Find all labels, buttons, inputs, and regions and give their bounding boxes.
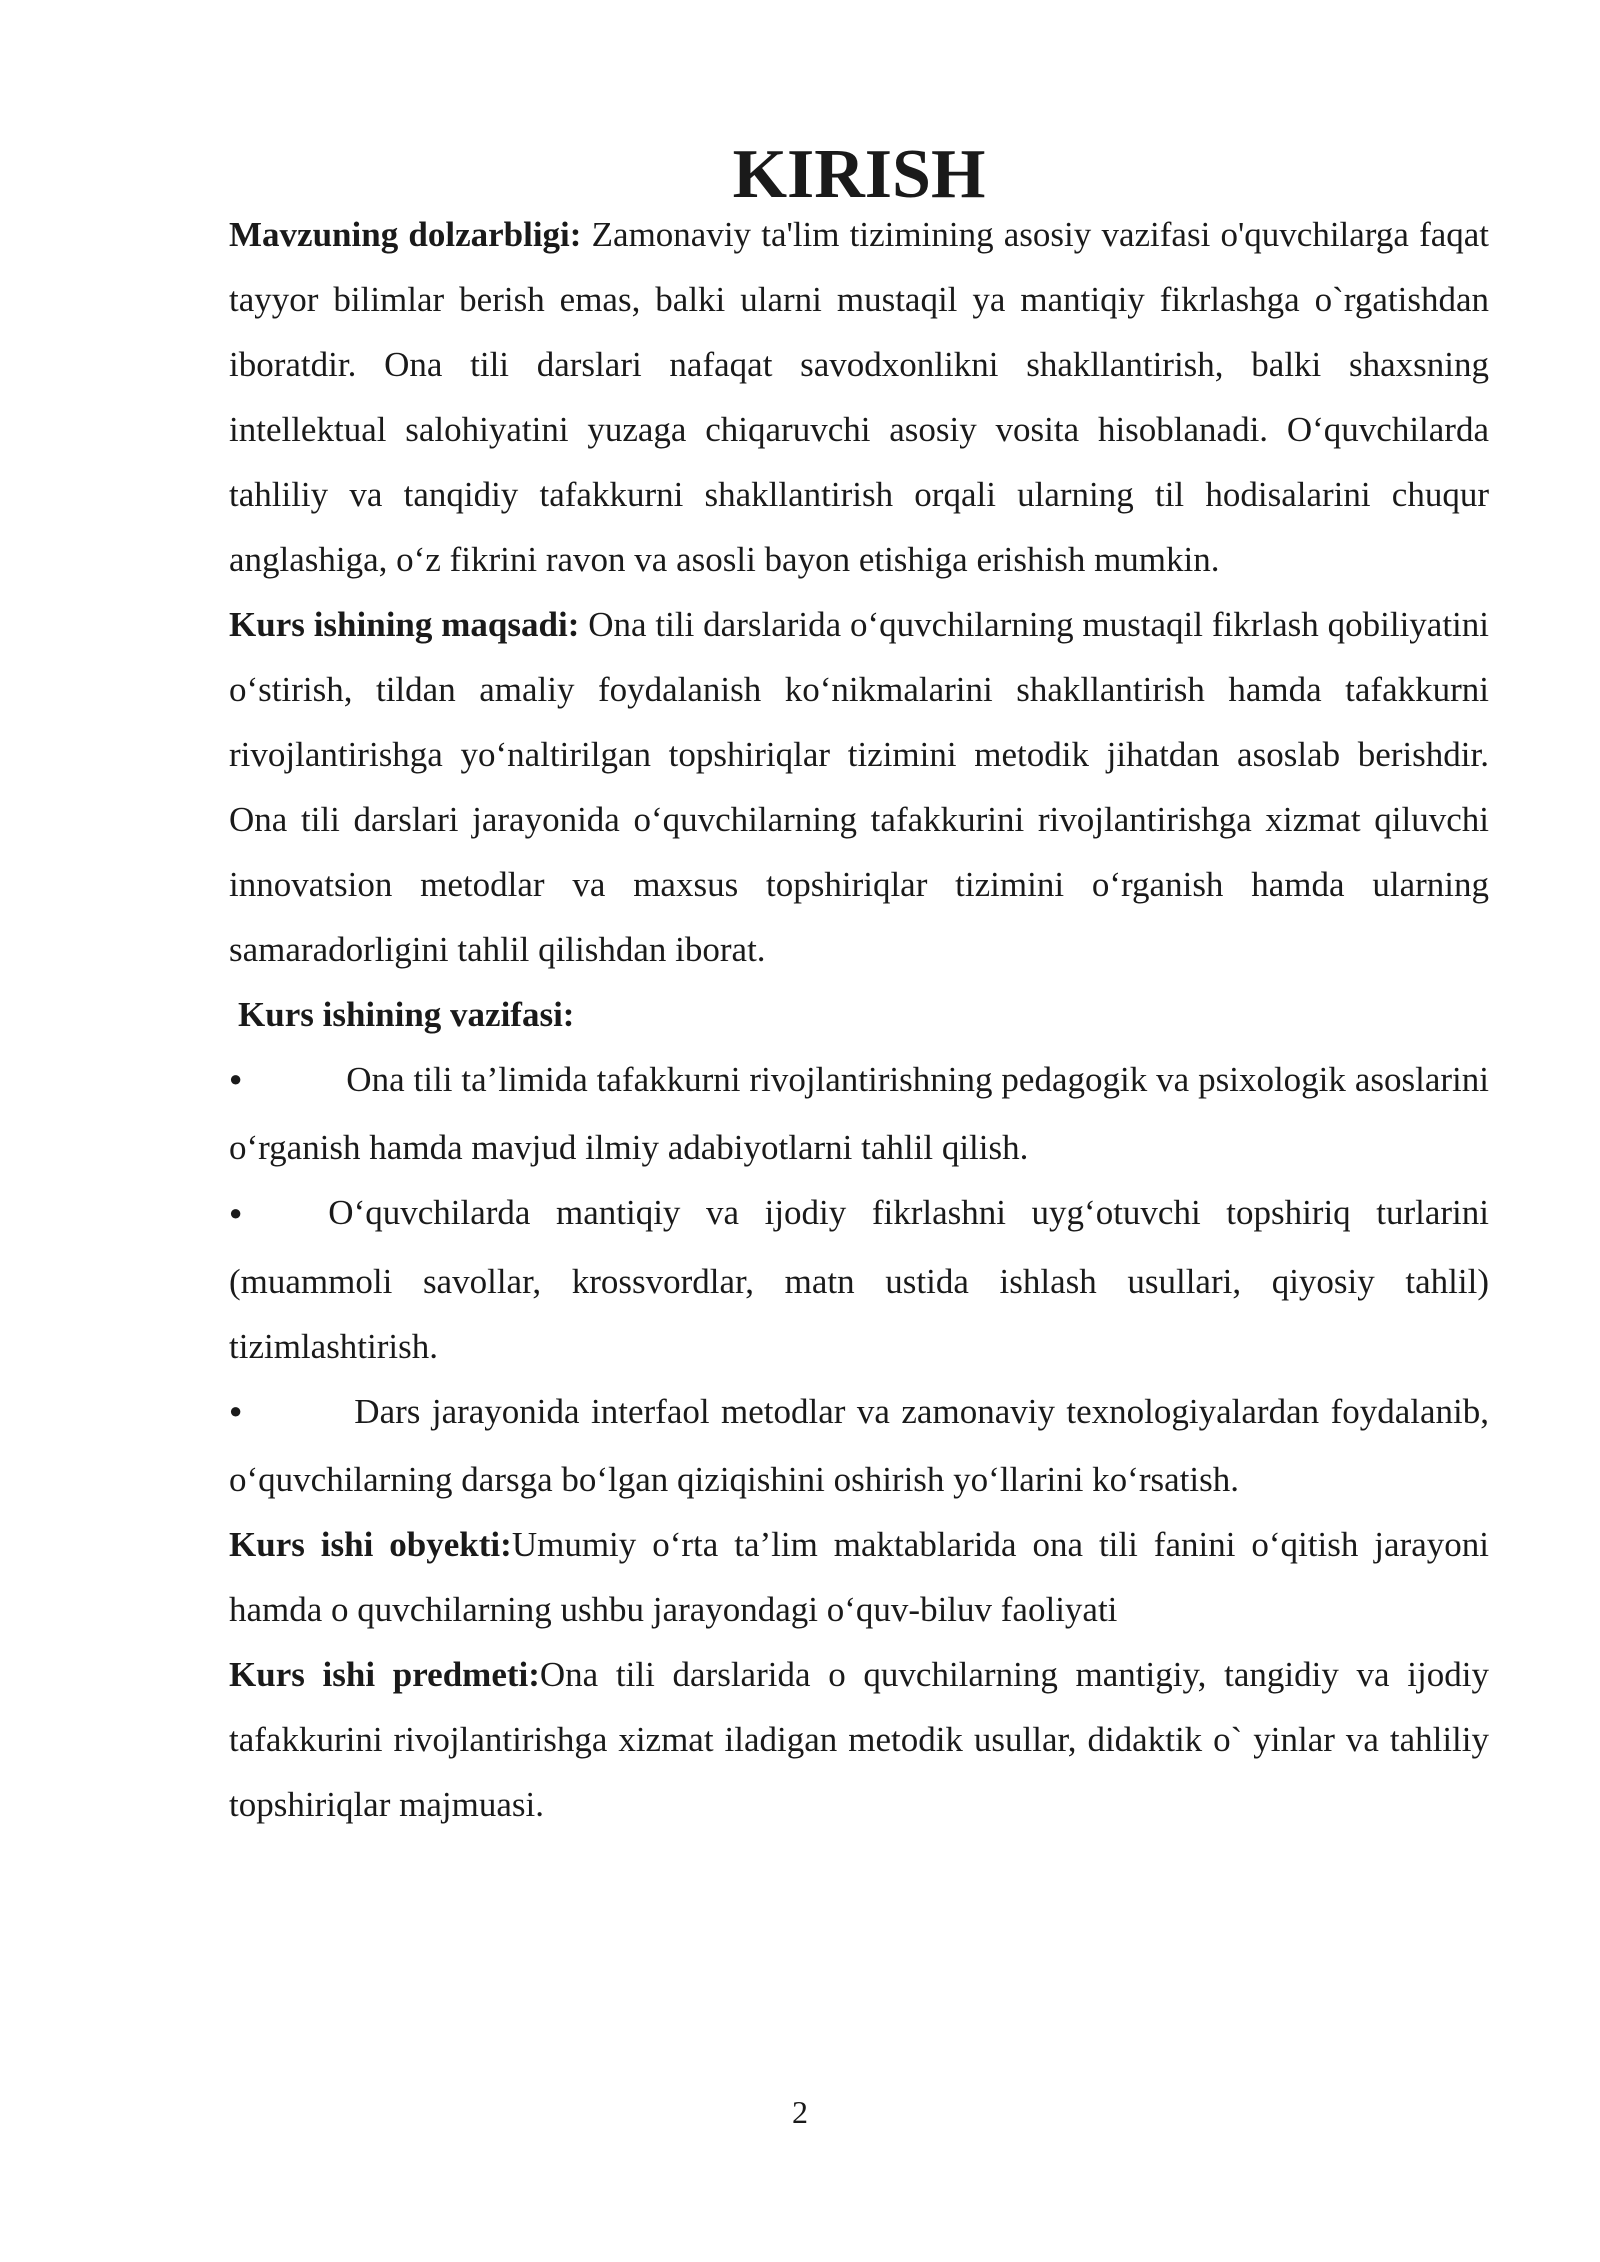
object-text: Umumiy oʻrta ta’lim maktablarida ona tili fanini oʻqitish jarayoni hamda o quvchilarning ushbu jarayondagi oʻquv-biluv faoliyati xyxy=(229,1525,1489,1630)
goal-paragraph xyxy=(229,592,1489,982)
relevance-text: Zamonaviy ta'lim tizimining asosiy vazifasi o'quvchilarga faqat tayyor bilimlar berish emas, balki ularni mustaqil ya mantiqiy fikrlashga o`rgatishdan iboratdir. Ona tili darslari nafaqat savodxonlikni shakllantirish, balki shaxsning intellektual salohiyatini yuzaga chiqaruvchi asosiy vosita hisoblanadi. Oʻquvchilarda tahliliy va tanqidiy tafakkurni shakllantirish orqali ularning til hodisalarini chuqur anglashiga, oʻz fikrini ravon va asosli bayon etishiga erishish mumkin. xyxy=(229,215,1490,579)
bullet-icon: ● xyxy=(229,1398,243,1424)
page-number: 2 xyxy=(792,2094,808,2130)
relevance-label: Mavzuning dolzarbligi: xyxy=(229,215,582,254)
object-label: Kurs ishi obyekti: xyxy=(229,1525,512,1565)
task-text: Dars jarayonida interfaol metodlar va zamonaviy texnologiyalardan foydalanib, oʻquvchilarning darsga boʻlgan qiziqishini oshirish yoʻllarini koʻrsatish. xyxy=(229,1391,1489,1500)
page-title: KIRISH xyxy=(732,136,986,213)
document-page xyxy=(229,136,1490,1837)
relevance-paragraph xyxy=(229,202,1489,592)
goal-text: Ona tili darslarida oʻquvchilarning mustaqil fikrlash qobiliyatini oʻstirish, tildan amaliy foydalanish koʻnikmalarini shakllantirish hamda tafakkurni rivojlantirishga yoʻnaltirilgan topshiriqlar tizimini metodik jihatdan asoslab berishdir. Ona tili darslari jarayonida oʻquvchilarning tafakkurini rivojlantirishga xizmat qiluvchi innovatsion metodlar va maxsus topshiriqlar tizimini oʻrganish hamda ularning samaradorligini tahlil qilishdan iborat. xyxy=(229,605,1490,969)
task-list-item xyxy=(229,1047,1489,1180)
task-text: Ona tili ta’limida tafakkurni rivojlantirishning pedagogik va psixologik asoslarini oʻrganish hamda mavjud ilmiy adabiyotlarni tahlil qilish. xyxy=(229,1060,1489,1168)
tasks-heading xyxy=(229,982,1489,1047)
task-list-item xyxy=(229,1180,1489,1378)
task-list-item xyxy=(229,1379,1489,1512)
subject-label: Kurs ishi predmeti: xyxy=(229,1655,540,1695)
bullet-icon: ● xyxy=(229,1066,243,1092)
object-paragraph xyxy=(229,1512,1489,1642)
subject-text: Ona tili darslarida o quvchilarning mantigiy, tangidiy va ijodiy tafakkurini rivojlantirishga xizmat iladigan metodik usullar, didaktik o` yinlar va tahliliy topshiriqlar majmuasi. xyxy=(229,1655,1489,1825)
task-text: Oʻquvchilarda mantiqiy va ijodiy fikrlashni uygʻotuvchi topshiriq turlarini (muammoli savollar, krossvordlar, matn ustida ishlash usullari, qiyosiy tahlil) tizimlashtirish. xyxy=(229,1193,1489,1366)
tasks-label: Kurs ishining vazifasi: xyxy=(238,995,575,1034)
goal-label: Kurs ishining maqsadi: xyxy=(229,605,580,644)
subject-paragraph xyxy=(229,1642,1489,1837)
bullet-icon: ● xyxy=(229,1199,243,1225)
